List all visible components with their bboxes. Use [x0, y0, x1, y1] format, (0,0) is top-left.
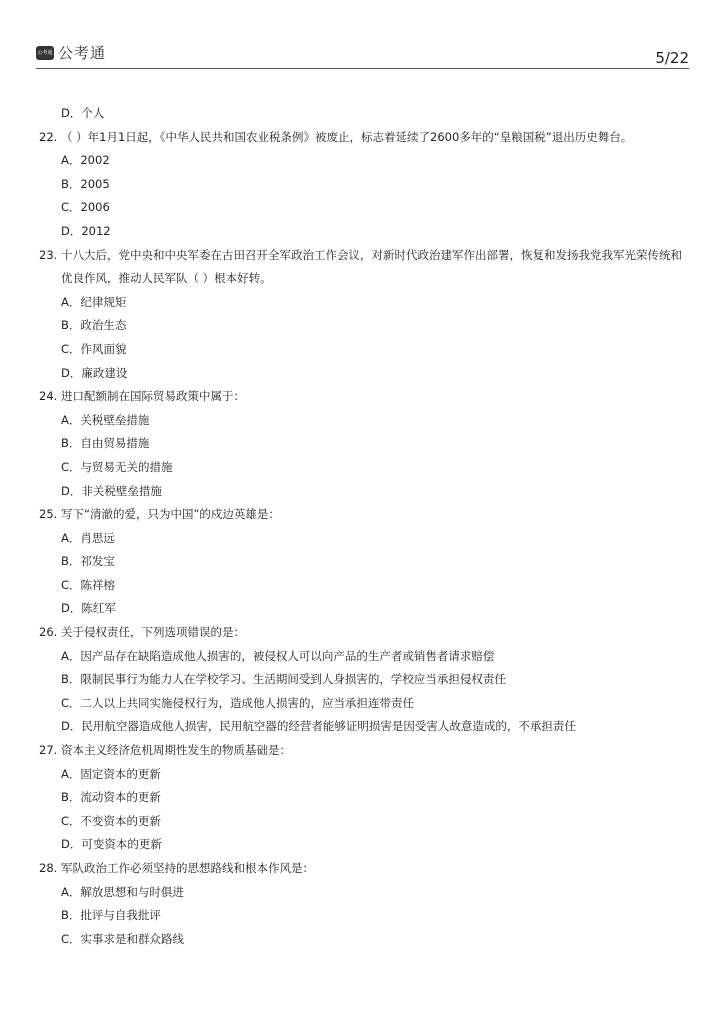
- question-option: C．2006: [61, 200, 110, 215]
- question-24: [39, 385, 693, 409]
- question-option: C．与贸易无关的措施: [61, 459, 173, 474]
- question-number: 27.: [39, 743, 58, 758]
- question-26: [39, 621, 693, 645]
- question-number: 26.: [39, 625, 58, 640]
- question-option: A．肖思远: [61, 530, 115, 545]
- question-text: （ ）年1月1日起，《中华人民共和国农业税条例》被废止，标志着延续了2600多年的“皇粮国税”退出历史舞台。: [61, 129, 633, 144]
- page-header: [36, 42, 689, 69]
- question-option: A．因产品存在缺陷造成他人损害的，被侵权人可以向产品的生产者或销售者请求赔偿: [61, 648, 495, 663]
- question-option: C．不变资本的更新: [61, 813, 162, 828]
- question-number: 22.: [39, 129, 58, 144]
- question-text: 关于侵权责任，下列选项错误的是：: [61, 625, 245, 640]
- question-text: 资本主义经济危机周期性发生的物质基础是：: [61, 743, 291, 758]
- question-option: B．2005: [61, 176, 110, 191]
- question-number: 23.: [39, 247, 58, 262]
- question-number: 25.: [39, 507, 58, 522]
- question-number: 24.: [39, 389, 58, 404]
- question-option: D．廉政建设: [61, 365, 128, 380]
- question-23: [39, 244, 693, 291]
- question-text: 军队政治工作必须坚持的思想路线和根本作风是：: [61, 861, 314, 875]
- question-text: 进口配额制在国际贸易政策中属于：: [61, 389, 245, 404]
- question-option: A．2002: [61, 153, 110, 168]
- question-option: B．政治生态: [61, 318, 127, 333]
- question-22: [39, 126, 693, 150]
- logo-text: 公考通: [58, 44, 107, 62]
- question-option: A．解放思想和与时俱进: [61, 884, 184, 899]
- question-option: C．陈祥榕: [61, 577, 116, 592]
- question-text: 写下“清澈的爱，只为中国”的戍边英雄是：: [61, 507, 280, 522]
- question-option: B．流动资本的更新: [61, 790, 161, 805]
- question-option: C．二人以上共同实施侵权行为，造成他人损害的，应当承担连带责任: [61, 695, 415, 710]
- question-option: A．关税壁垒措施: [61, 412, 150, 427]
- question-option: D．个人: [61, 106, 105, 120]
- question-option: A．固定资本的更新: [61, 766, 161, 781]
- page-number: 5/22: [655, 49, 689, 67]
- question-option: D．非关税壁垒措施: [61, 483, 162, 498]
- question-option: C．实事求是和群众路线: [61, 931, 185, 946]
- question-list: [39, 102, 693, 951]
- question-27: [39, 739, 693, 763]
- question-option: B．批评与自我批评: [61, 908, 161, 923]
- question-option: B．自由贸易措施: [61, 436, 150, 451]
- question-option: B．限制民事行为能力人在学校学习、生活期间受到人身损害的，学校应当承担侵权责任: [61, 672, 506, 687]
- question-option: D．2012: [61, 223, 111, 238]
- question-25: [39, 503, 693, 527]
- question-option: A．纪律规矩: [61, 294, 127, 309]
- logo: [36, 44, 106, 62]
- question-option: C．作风面貌: [61, 341, 127, 356]
- question-option: D．可变资本的更新: [61, 837, 162, 852]
- question-text: 十八大后，党中央和中央军委在古田召开全军政治工作会议，对新时代政治建军作出部署，恢复和发扬我党我军光荣传统和优良作风，推动人民军队（ ）根本好转。: [61, 247, 682, 286]
- question-number: 28.: [39, 861, 58, 875]
- question-option: D．陈红军: [61, 601, 116, 616]
- logo-badge-icon: 公考通: [36, 46, 54, 60]
- question-28: [39, 857, 693, 881]
- question-option: D．民用航空器造成他人损害，民用航空器的经营者能够证明损害是因受害人故意造成的，不承担责任: [61, 719, 576, 734]
- question-option: B．祁发宝: [61, 554, 115, 569]
